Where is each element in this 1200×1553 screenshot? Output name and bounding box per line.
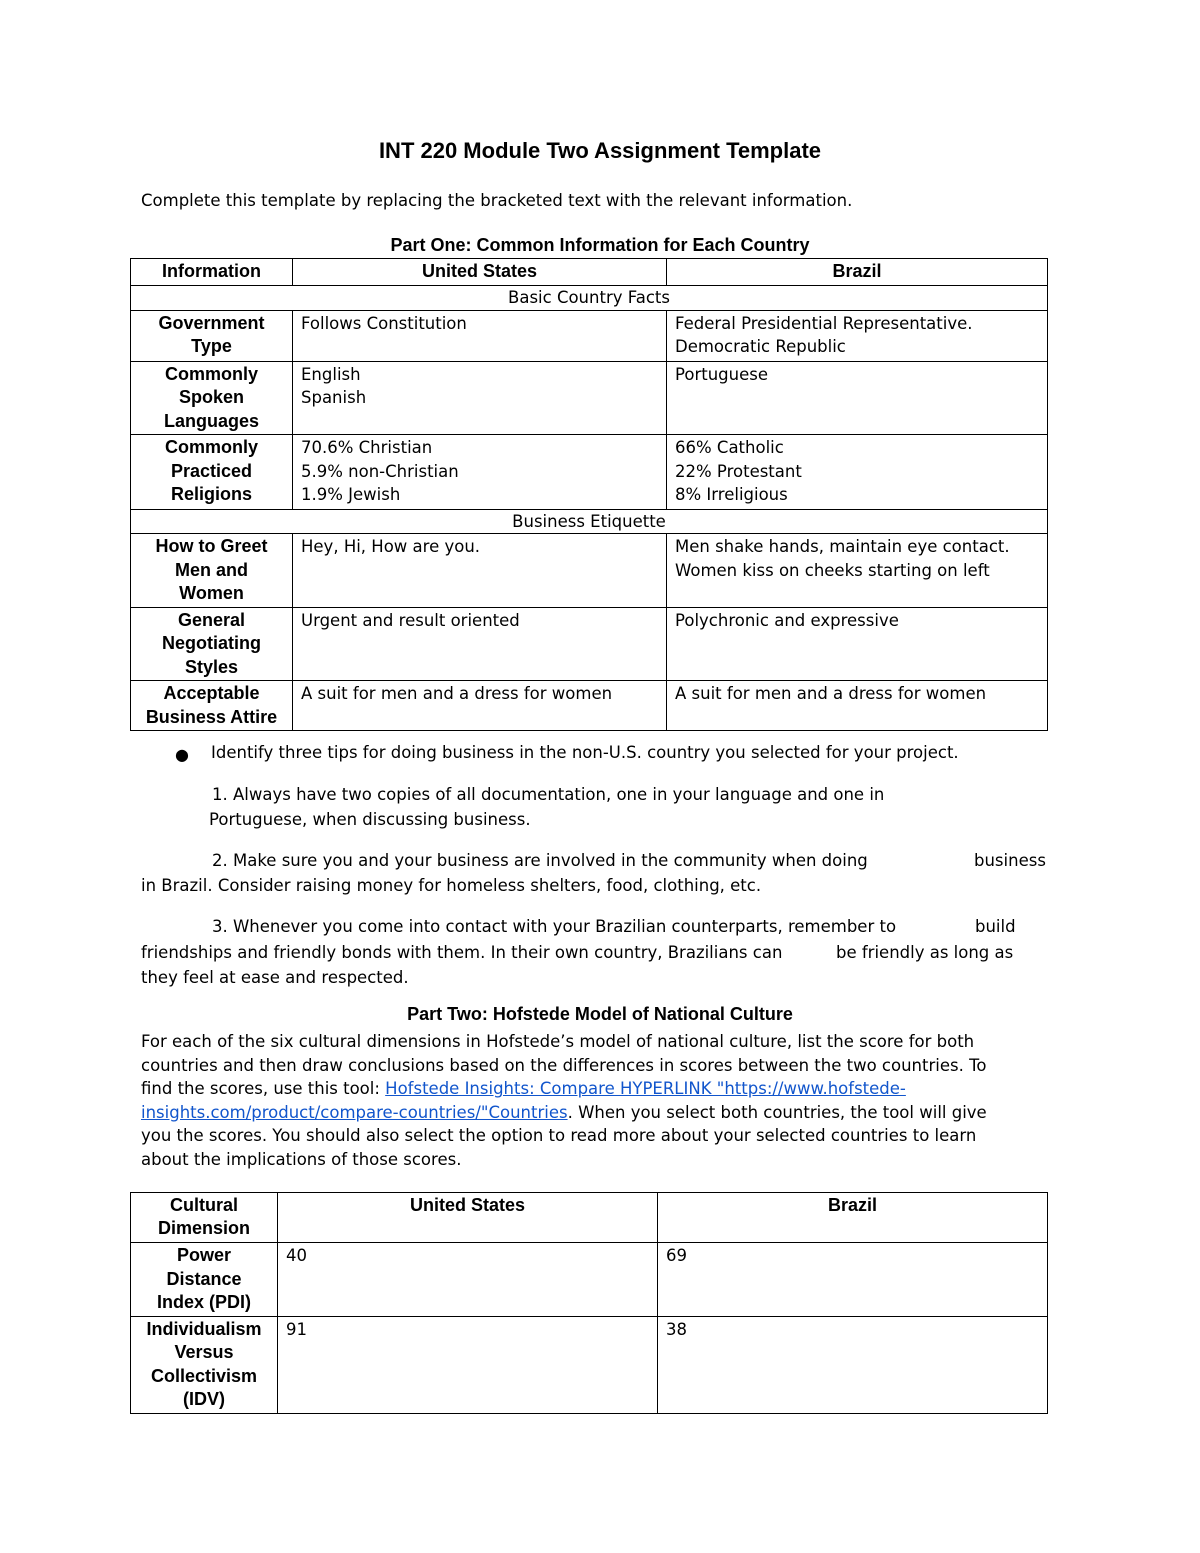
cell-us-languages	[293, 361, 667, 435]
row-label-government-type	[131, 310, 293, 361]
header-information: Information	[131, 259, 293, 286]
section-label-business-etiquette: Business Etiquette	[131, 509, 1048, 534]
cell-text: 70.6% Christian	[301, 438, 433, 457]
row-label-line: Commonly	[164, 437, 258, 457]
paragraph-line: For each of the six cultural dimensions in Hofstede’s model of national culture, list the score for both	[141, 1032, 975, 1051]
header-united-states: United States	[278, 1193, 658, 1243]
cell-us-greeting	[293, 534, 667, 608]
cell-brazil-greeting	[667, 534, 1048, 608]
section-label-basic-facts: Basic Country Facts	[131, 286, 1048, 311]
row-label-greeting	[131, 534, 293, 608]
row-label-line: (IDV)	[183, 1389, 225, 1409]
paragraph-line: you the scores. You should also select the option to read more about your selected countries to learn	[141, 1126, 977, 1145]
row-label-line: Versus	[174, 1342, 234, 1362]
cell-brazil-negotiating	[667, 607, 1048, 681]
header-brazil: Brazil	[658, 1193, 1048, 1243]
header-line: Cultural	[169, 1195, 238, 1215]
hofstede-link[interactable]: Hofstede Insights: Compare HYPERLINK "https://www.hofstede-	[385, 1079, 906, 1098]
row-label-line: Government	[158, 312, 265, 333]
cell-text: A suit for men and a dress for women	[301, 684, 613, 703]
row-label-line: Power	[176, 1245, 232, 1265]
table-row	[131, 361, 1048, 435]
table-row	[131, 681, 1048, 731]
page-title: INT 220 Module Two Assignment Template	[378, 138, 822, 163]
header-cultural-dimension	[131, 1193, 278, 1243]
tip-3-line-3: they feel at ease and respected.	[141, 968, 409, 987]
cell-brazil-pdi: 69	[658, 1243, 1048, 1317]
header-brazil: Brazil	[667, 259, 1048, 286]
row-label-line: Distance	[166, 1268, 242, 1289]
row-label-line: General	[177, 609, 246, 630]
tip-2-line-1: 2. Make sure you and your business are involved in the community when doing	[212, 851, 868, 870]
cell-text: 8% Irreligious	[675, 485, 788, 504]
tip-3-line-2-end: be friendly as long as	[836, 943, 1014, 962]
tip-2-line-1-end: business	[974, 851, 1046, 870]
paragraph-line: countries and then draw conclusions based on the differences in scores between the two countries. To	[141, 1055, 987, 1075]
tip-1-line-1: 1. Always have two copies of all documentation, one in your language and one in	[212, 785, 885, 804]
row-label-idv	[131, 1316, 278, 1413]
cell-brazil-religions	[667, 435, 1048, 510]
table-header-row	[131, 1193, 1048, 1243]
tips-prompt-text: Identify three tips for doing business in the non-U.S. country you selected for your project.	[211, 743, 959, 762]
cell-text: Federal Presidential Representative.	[675, 313, 973, 333]
row-label-line: Commonly	[164, 363, 258, 384]
paragraph-line: about the implications of those scores.	[141, 1149, 462, 1169]
cell-us-government	[293, 310, 667, 361]
cell-text: Hey, Hi, How are you.	[301, 537, 481, 556]
paragraph-text: find the scores, use this tool:	[141, 1079, 386, 1098]
cell-us-idv: 91	[278, 1316, 658, 1413]
row-label-line: How to Greet	[155, 536, 268, 556]
part-one-table	[130, 258, 1048, 731]
cell-brazil-government	[667, 310, 1048, 361]
part-two-table	[130, 1192, 1048, 1414]
row-label-languages	[131, 361, 293, 435]
row-label-attire	[131, 681, 293, 731]
paragraph-line	[141, 1101, 1061, 1125]
cell-text: English	[301, 364, 361, 384]
tip-1-line-2: Portuguese, when discussing business.	[209, 810, 531, 829]
row-label-negotiating	[131, 607, 293, 681]
cell-brazil-languages	[667, 361, 1048, 435]
row-label-line: Index (PDI)	[156, 1292, 251, 1312]
tip-2-line-2: in Brazil. Consider raising money for homeless shelters, food, clothing, etc.	[141, 876, 762, 895]
cell-text: Spanish	[301, 388, 367, 407]
part-two-heading: Part Two: Hofstede Model of National Culture	[407, 1004, 793, 1024]
part-two-paragraph	[141, 1030, 1061, 1171]
cell-text: Follows Constitution	[301, 313, 467, 333]
row-label-line: Styles	[184, 656, 239, 677]
table-row	[131, 1243, 1048, 1317]
row-label-line: Languages	[163, 410, 260, 431]
table-row	[131, 435, 1048, 510]
row-label-line: Negotiating	[162, 633, 261, 653]
cell-us-pdi: 40	[278, 1243, 658, 1317]
intro-text: Complete this template by replacing the bracketed text with the relevant information.	[141, 191, 853, 210]
row-label-line: Women	[179, 583, 244, 603]
cell-us-negotiating	[293, 607, 667, 681]
cell-text: Urgent and result oriented	[301, 610, 520, 630]
tip-3-line-1-end: build	[975, 917, 1016, 936]
cell-text: Portuguese	[675, 364, 768, 384]
tip-3-line-1: 3. Whenever you come into contact with your Brazilian counterparts, remember to	[212, 917, 897, 936]
paragraph-text: . When you select both countries, the tool will give	[567, 1102, 987, 1122]
cell-text: 22% Protestant	[675, 461, 802, 481]
cell-text: Democratic Republic	[675, 337, 846, 356]
cell-text: A suit for men and a dress for women	[675, 684, 987, 703]
header-united-states: United States	[293, 259, 667, 286]
header-line: Dimension	[157, 1218, 250, 1238]
row-label-line: Collectivism	[150, 1365, 258, 1386]
row-label-line: Individualism	[146, 1318, 262, 1339]
row-label-religions	[131, 435, 293, 510]
row-label-line: Acceptable	[163, 683, 260, 703]
part-one-heading: Part One: Common Information for Each Country	[390, 235, 810, 255]
paragraph-line	[141, 1077, 1061, 1101]
cell-text: Polychronic and expressive	[675, 610, 899, 630]
section-row-business-etiquette	[131, 509, 1048, 534]
section-row-basic-facts	[131, 286, 1048, 311]
table-row	[131, 607, 1048, 681]
table-row	[131, 534, 1048, 608]
cell-text: 1.9% Jewish	[301, 485, 401, 504]
row-label-line: Type	[191, 336, 232, 356]
cell-brazil-attire	[667, 681, 1048, 731]
table-header-row	[131, 259, 1048, 286]
cell-text: Men shake hands, maintain eye contact.	[675, 537, 1010, 556]
row-label-line: Spoken	[178, 387, 244, 407]
cell-us-attire	[293, 681, 667, 731]
cell-text: 5.9% non-Christian	[301, 461, 459, 481]
bullet-icon: ●	[175, 745, 189, 764]
row-label-line: Religions	[170, 484, 252, 504]
row-label-line: Practiced	[170, 460, 253, 481]
tip-3-line-2: friendships and friendly bonds with them. In their own country, Brazilians can	[141, 943, 783, 962]
cell-us-religions	[293, 435, 667, 510]
cell-text: 66% Catholic	[675, 438, 784, 457]
row-label-line: Men and	[174, 559, 248, 580]
table-row	[131, 310, 1048, 361]
hofstede-link-continued[interactable]: insights.com/product/compare-countries/"Countries	[141, 1102, 568, 1122]
row-label-line: Business Attire	[145, 706, 278, 727]
cell-brazil-idv: 38	[658, 1316, 1048, 1413]
cell-text: Women kiss on cheeks starting on left	[675, 560, 990, 580]
table-row	[131, 1316, 1048, 1413]
row-label-pdi	[131, 1243, 278, 1317]
